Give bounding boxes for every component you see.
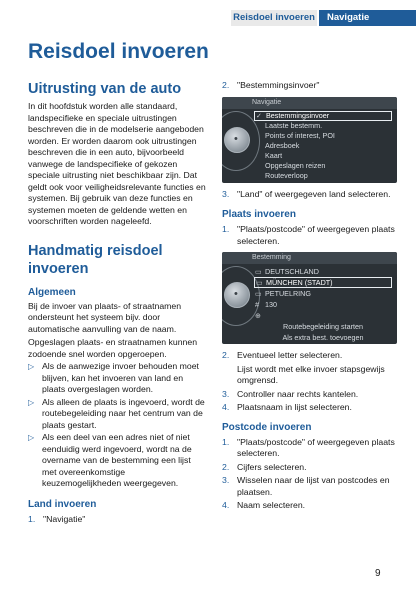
destination-field[interactable] [254,277,392,288]
item-icon: ▭ [255,267,262,276]
menu-item[interactable] [254,161,392,171]
destination-field[interactable] [254,310,392,321]
step-item: 1. "Plaats/postcode" of weergegeven plaats selecteren. [222,224,395,246]
item-label: DEUTSCHLAND [265,267,319,276]
general-paragraph-2: Opgeslagen plaats- en straatnamen kunnen zodoende snel worden opgeroepen. [28,337,198,359]
step-item: 4. Naam selecteren. [222,500,306,510]
heading-manual-entry: Handmatig reisdoel invoeren [28,242,163,277]
step-item: 1. "Plaats/postcode" of weergegeven plaats selecteren. [222,436,395,458]
item-label: Kaart [265,150,283,160]
heading-place: Plaats invoeren [222,209,296,220]
menu-item[interactable] [254,141,392,151]
postcode-steps [222,437,397,512]
page-title: Reisdoel invoeren [28,40,209,63]
triangle-bullet-icon: ▷ [28,362,35,371]
step-item: Lijst wordt met elke invoer stapsgewijs omgrensd. [237,363,385,385]
menu-item[interactable] [254,131,392,141]
item-label: Opgeslagen reizen [265,160,326,170]
step-item: 2. "Bestemmingsinvoer" [222,80,320,90]
item-label: Points of interest, POI [265,130,335,140]
item-label: Bestemmingsinvoer [266,110,330,120]
navigation-menu-screen [222,97,397,183]
step-item: 1. "Navigatie" [28,513,86,524]
step-item: 3. Controller naar rechts kantelen. [222,388,359,399]
screen-title: Navigatie [222,97,397,109]
destination-screen [222,252,397,344]
item-icon: ⊕ [255,311,262,320]
step-item: 3. "Land" of weergegeven land selecteren. [222,188,391,199]
item-icon: ▭ [256,278,263,287]
right-column [222,80,397,512]
destination-field[interactable] [254,266,392,277]
step-item: 3. Wisselen naar de lijst van postcodes en plaatsen. [222,475,390,497]
header-chapter-tab: Navigatie [319,10,416,26]
heading-country: Land invoeren [28,498,97,510]
item-icon: ✓ [256,110,263,120]
destination-field[interactable] [254,299,392,310]
controller-knob-icon [224,282,250,308]
navigation-menu [254,111,392,181]
equipment-text: In dit hoofdstuk worden alle standaard, landspecifieke en speciale uitrustingen beschreven die in de modelserie aangeboden worden. Er worden daarom ook uitrustingen beschreven die in een auto, bijvoorbeeld vanwege de landspecifieke of gekozen speciale uitrusting niet beschikbaar zijn. Dat geldt ook voor veiligheidsrelevante functies en systemen. Bij gebruik van deze functies en systemen moeten de geldende wetten en voorschriften worden nageleefd. [28,101,206,226]
destination-fields [254,266,392,343]
item-icon: ▭ [255,289,262,298]
header-section-tab: Reisdoel invoeren [231,10,317,26]
triangle-bullet-icon: ▷ [28,433,35,442]
tip-item: ▷ Als alleen de plaats is ingevoerd, wordt de routebegeleiding naar het centrum van de plaats gestart. [28,396,205,430]
item-label: Routeverloop [265,170,308,180]
item-label: Laatste bestemm. [265,120,323,130]
menu-item[interactable] [254,121,392,131]
item-label: 130 [265,300,277,309]
item-label: Adresboek [265,140,300,150]
step-item: 2. Eventueel letter selecteren. [222,350,343,360]
triangle-bullet-icon: ▷ [28,397,35,407]
menu-item[interactable] [254,151,392,161]
menu-item[interactable] [254,111,392,121]
heading-general: Algemeen [28,286,76,298]
item-icon: # [255,300,259,309]
item-label: MÜNCHEN (STADT) [266,278,333,287]
left-column [28,80,206,525]
destination-action[interactable]: Als extra best. toevoegen [282,333,364,342]
screen-title: Bestemming [222,252,397,264]
step-item: 2. Cijfers selecteren. [222,461,307,472]
tip-item: ▷ Als een deel van een adres niet of niet eenduidig werd ingevoerd, wordt na de overname van de bestemming een lijst met overeenkomstige keuzemogelijkheden weergegeven. [28,432,192,488]
step-item: 4. Plaatsnaam in lijst selecteren. [222,402,352,412]
menu-item[interactable] [254,171,392,181]
item-label: PETUELRING [265,289,311,298]
general-paragraph-1: Bij de invoer van plaats- of straatnamen ondersteunt het systeem bijv. door automatische aanvulling van de naam. [28,300,182,334]
heading-postcode: Postcode invoeren [222,421,312,433]
destination-field[interactable] [254,288,392,299]
heading-equipment: Uitrusting van de auto [28,81,182,97]
tip-item: ▷ Als de aanwezige invoer behouden moet blijven, kan het invoeren van land en plaats overgeslagen worden. [28,361,199,394]
destination-action[interactable]: Routebegeleiding starten [283,322,363,331]
controller-knob-icon [224,127,250,153]
place-steps [222,350,397,414]
page-number: 9 [375,568,381,579]
